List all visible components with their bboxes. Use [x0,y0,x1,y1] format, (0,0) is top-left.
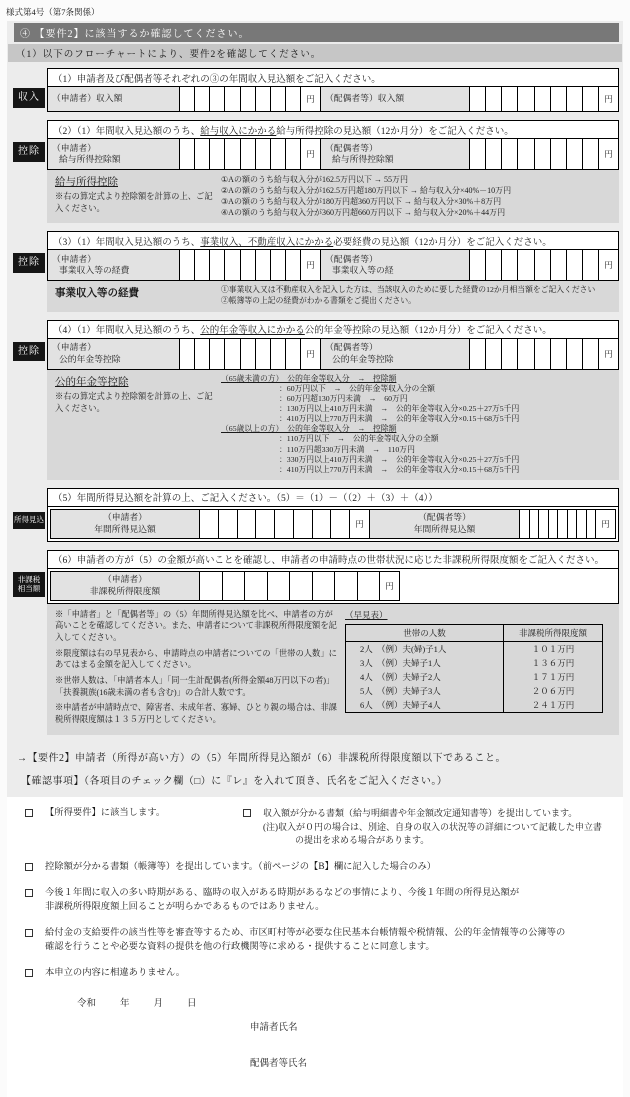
yen-unit: 円 [598,87,618,111]
date-line [25,995,609,1009]
checkbox-no-discrepancy[interactable] [25,969,33,977]
spouse-business-expense-input[interactable] [470,250,618,280]
digit-cell[interactable] [285,139,300,169]
digit-cell[interactable] [240,87,255,111]
pension-deduction-note-title: 公的年金等控除 [55,376,129,388]
digit-cell[interactable] [180,139,194,169]
table-row: 5人 （例）夫婦子3人 ２０６万円 [346,684,602,698]
digit-cell[interactable] [550,87,566,111]
digit-cell[interactable] [529,510,539,538]
note-paragraph: ※限度額は右の早見表から、申請時点の申請者についての「世帯の人数」にあてはまる金額を記入してください。 [55,648,337,670]
digit-cell[interactable] [550,250,566,280]
yen-unit: 円 [349,510,369,538]
yen-unit: 円 [379,572,399,600]
business-expense-note [47,281,619,312]
applicant-business-expense-label: （申請者） 事業収入等の経費 [48,250,180,280]
digit-cell[interactable] [240,250,255,280]
formula-line: ①Aの額のうち給与収入分が162.5万円以下 → 55万円 [221,175,408,184]
digit-cell[interactable] [334,572,357,600]
digit-cell[interactable] [582,87,598,111]
digit-cell[interactable] [255,139,270,169]
requirement2-conclusion: →【要件2】申請者（所得が高い方）の（5）年間所得見込額が（6）非課税所得限度額以下であること。 [17,753,506,765]
era-label: 令和 [77,998,97,1009]
formula-line: ④Aの額のうち給与収入分が360万円超660万円以下 → 給与収入分×20%＋44万円 [221,208,506,218]
digit-cell[interactable] [224,139,239,169]
digit-cell[interactable] [200,572,222,600]
nontaxable-notes [55,609,337,729]
yen-unit: 円 [598,339,618,369]
digit-cell[interactable] [274,510,293,538]
yen-unit: 円 [598,139,618,169]
income-documents-text [263,807,602,848]
digit-cell[interactable] [485,139,501,169]
side-label-nontaxable-line2: 相当額 [17,583,41,593]
digit-cell[interactable] [485,87,501,111]
note-paragraph: ※世帯人数は、「申請者本人」「同一生計配偶者(所得金額48万円以下の者)」「扶養親族(16歳未満の者も含む)」の合計人数です。 [55,675,335,697]
digit-cell[interactable] [209,87,224,111]
digit-cell[interactable] [222,572,245,600]
section-income [11,68,619,112]
salary-deduction-note-title: 給与所得控除 [55,177,118,188]
applicant-income-estimate-label: （申請者） 年間所得見込額 [50,509,200,539]
digit-cell[interactable] [293,510,312,538]
digit-cell[interactable] [567,510,577,538]
digit-cell[interactable] [517,139,533,169]
section6-header: （6）申請者の方が（5）の金額が高いことを確認し、申請者の申請時点の世帯状況に応じた非課税所得限度額をご記入ください。 [48,551,618,569]
digit-cell[interactable] [582,250,598,280]
side-label-income-estimate: 所得見込 [13,512,45,529]
income-documents-line: 収入額が分かる書類（給与明細書や年金額改定通知書等）を提出しています。 [263,808,578,819]
digit-cell[interactable] [285,250,300,280]
no-excess-income-text [45,887,519,914]
spouse-pension-deduction-label: （配偶者等） 公的年金等控除 [320,339,470,369]
digit-cell[interactable] [209,250,224,280]
digit-cell[interactable] [312,510,331,538]
checkbox-deduction-documents[interactable] [25,863,33,871]
digit-cell[interactable] [470,339,485,369]
checkbox-income-requirement[interactable] [25,809,33,817]
spouse-income-input[interactable] [470,87,618,111]
table-row: 6人 （例）夫婦子4人 ２４１万円 [346,698,602,712]
quick-col-limit: 非課税所得限度額 [518,627,587,638]
note-paragraph: ※申請者が申請時点で、障害者、未成年者、寡婦、ひとり親の場合は、非課税所得限度額は１３５万円としてください。 [55,703,337,724]
section4-header [48,321,618,339]
checkbox-no-excess-income[interactable] [25,889,33,897]
applicant-business-expense-input[interactable] [180,250,320,280]
side-label-deduction-2: 控除 [13,253,45,273]
business-expense-note-lines [221,285,613,307]
spouse-business-expense-label: （配偶者等） 事業収入等の経 [320,250,470,280]
side-label-deduction-3: 控除 [13,342,45,362]
digit-cell[interactable] [244,572,267,600]
pension-line: ：130万円以上410万円未満 → 公的年金等収入分×0.25＋27万5千円 [279,404,520,413]
digit-cell[interactable] [285,87,300,111]
digit-cell[interactable] [582,139,598,169]
digit-cell[interactable] [209,339,224,369]
digit-cell[interactable] [180,250,194,280]
digit-cell[interactable] [517,87,533,111]
pension-deduction-note [47,370,619,480]
side-label-nontaxable [13,572,45,597]
quick-col-household: 世帯の人数 [346,625,504,641]
section-nontaxable-limit [11,550,619,735]
note-paragraph: ※「申請者」と「配偶者等」の（5）年間所得見込額を比べ、申請者の方が高いことを確認してください。また、申請者について非課税所得限度額を記入してください。 [55,609,337,643]
applicant-pension-deduction-input[interactable] [180,339,320,369]
salary-deduction-note [47,170,619,223]
section2-header [48,121,618,139]
quick-table-header [346,625,602,642]
digit-cell[interactable] [557,510,567,538]
income-requirement-text: 【所得要件】に該当します。 [45,808,166,819]
section2-header-post: 給与所得控除の見込額（12か月分）をご記入ください。 [276,126,514,137]
applicant-nontaxable-limit-input[interactable] [200,571,400,601]
digit-cell[interactable] [255,339,270,369]
digit-cell[interactable] [209,139,224,169]
checkbox-consent-verification[interactable] [25,929,33,937]
digit-cell[interactable] [534,339,550,369]
side-label-income: 収入 [13,88,45,108]
note-line: ①事業収入又は不動産収入を記入した方は、当該収入のために要した経費の12か月相当額をご記入ください [221,285,596,295]
pension-line: ：110万円以下 → 公的年金等収入分の全額 [279,434,439,444]
digit-cell[interactable] [255,510,274,538]
checkbox-income-documents[interactable] [243,809,251,817]
digit-cell[interactable] [517,339,533,369]
yen-unit: 円 [300,87,320,111]
digit-cell[interactable] [566,139,582,169]
pension-line: ：410万円以上770万円未満 → 公的年金等収入分×0.15＋68万5千円 [279,464,520,474]
digit-cell[interactable] [270,339,285,369]
salary-deduction-formulas [221,174,613,218]
digit-cell[interactable] [237,510,256,538]
digit-cell[interactable] [240,339,255,369]
nontaxable-notes-area [47,604,619,735]
note-line: ②帳簿等の上記の経費がわかる書類をご提出ください。 [221,295,416,305]
digit-cell[interactable] [255,87,270,111]
section-pension-deduction [11,320,619,480]
applicant-nontaxable-limit-label: （申請者） 非課税所得限度額 [50,571,200,601]
pension-line: ：110万円超330万円未満 → 110万円 [279,444,415,454]
digit-cell[interactable] [501,339,517,369]
confirmation-box [7,797,623,1096]
pension-line: ：60万円超130万円未満 → 60万円 [279,393,408,403]
digit-cell[interactable] [517,250,533,280]
month-label: 月 [153,998,164,1009]
digit-cell[interactable] [534,250,550,280]
digit-cell[interactable] [582,339,598,369]
applicant-name-label: 申請者氏名 [250,1022,298,1033]
spouse-income-label: （配偶者等）収入額 [320,87,470,111]
digit-cell[interactable] [289,572,312,600]
digit-cell[interactable] [270,250,285,280]
side-label-deduction-1: 控除 [13,142,45,162]
digit-cell[interactable] [224,250,239,280]
digit-cell[interactable] [240,139,255,169]
digit-cell[interactable] [194,87,209,111]
pension-line: ：410万円以上770万円未満 → 公的年金等収入分×0.15＋68万5千円 [279,414,520,424]
confirmation-title: 【確認事項】（各項目のチェック欄（□）に『レ』を入れて頂き、氏名をご記入ください。） [21,776,448,788]
digit-cell[interactable] [270,87,285,111]
digit-cell[interactable] [285,339,300,369]
pension-deduction-formulas [221,374,613,475]
pension-deduction-note-sub: ※右の算定式より控除額を計算の上、ご記入ください。 [55,391,213,413]
digit-cell[interactable] [470,250,485,280]
digit-cell[interactable] [576,510,586,538]
digit-cell[interactable] [538,510,548,538]
digit-cell[interactable] [501,139,517,169]
digit-cell[interactable] [470,87,485,111]
applicant-income-estimate-input[interactable] [200,509,370,539]
consent-verification-line1: 給付金の支給要件の該当性等を審査等するため、市区町村等が必要な住民基本台帳情報や税情報、公的年金情報等の公簿等の [45,928,566,939]
digit-cell[interactable] [550,339,566,369]
form-content [7,21,623,797]
digit-cell[interactable] [194,250,209,280]
income-documents-note2: の提出を求める場合があります。 [295,835,430,846]
section3-header-post: 必要経費の見込額（12か月分）をご記入ください。 [333,237,552,248]
quick-table-caption: （早見表） [345,609,388,620]
section5-header: （5）年間所得見込額を計算の上、ご記入ください。（5）＝（1）－（（2）＋（3）＋（4）） [48,489,618,507]
digit-cell[interactable] [267,572,290,600]
section4-header-post: 公的年金等控除の見込額（12か月分）をご記入ください。 [304,326,552,337]
applicant-salary-deduction-label: （申請者） 給与所得控除額 [48,139,180,169]
side-label-nontaxable-line1: 非課税 [17,574,41,584]
digit-cell[interactable] [180,87,194,111]
spouse-name-label: 配偶者等氏名 [250,1058,308,1069]
section-business-expenses [11,231,619,312]
digit-cell[interactable] [501,87,517,111]
yen-unit: 円 [595,510,615,538]
digit-cell[interactable] [485,339,501,369]
digit-cell[interactable] [180,339,194,369]
section4-header-pre: （4）（1）年間収入見込額のうち、 [53,326,201,337]
flowchart-instruction: （1）以下のフローチャートにより、要件2を確認してください。 [8,44,622,62]
digit-cell[interactable] [586,510,596,538]
year-label: 年 [120,998,130,1009]
digit-cell[interactable] [194,339,209,369]
consent-verification-line2: 確認を行うことや必要な資料の提供を他の行政機関等に求める・提供することに同意します。 [45,941,435,952]
spouse-pension-deduction-input[interactable] [470,339,618,369]
spouse-income-estimate-label: （配偶者等） 年間所得見込額 [370,509,520,539]
form-number: 様式第4号（第7条関係） [6,7,100,17]
digit-cell[interactable] [566,250,582,280]
digit-cell[interactable] [520,510,529,538]
digit-cell[interactable] [470,139,485,169]
applicant-name-field[interactable] [25,1019,609,1033]
digit-cell[interactable] [357,572,380,600]
table-row: 3人 （例）夫婦子1人 １３６万円 [346,656,602,670]
digit-cell[interactable] [200,510,218,538]
digit-cell[interactable] [534,87,550,111]
formula-line: ③Aの額のうち給与収入分が180万円超360万円以下 → 給与収入分×30%＋8万円 [221,197,502,207]
no-discrepancy-text: 本申立の内容に相違ありません。 [45,968,186,979]
empty-cell [400,571,616,601]
digit-cell[interactable] [550,139,566,169]
day-label: 日 [187,998,197,1009]
digit-cell[interactable] [224,339,239,369]
yen-unit: 円 [300,250,320,280]
pension-line: ：330万円以上410万円未満 → 公的年金等収入分×0.25＋27万5千円 [279,454,520,464]
formula-line: ②Aの額のうち給与収入分が162.5万円超180万円以下 → 給与収入分×40%－10万円 [221,186,512,196]
yen-unit: 円 [300,139,320,169]
section2-header-underlined: 給与収入にかかる [200,126,277,137]
no-excess-income-line1: 今後１年間に収入の多い時期がある、臨時の収入がある時期があるなどの事情により、今後１年間の所得見込額が [45,888,520,899]
yen-unit: 円 [598,250,618,280]
requirement2-banner: ④ 【要件2】に該当するか確認してください。 [14,23,619,42]
applicant-salary-deduction-input[interactable] [180,139,320,169]
consent-verification-text [45,927,565,954]
digit-cell[interactable] [312,572,335,600]
pension-line: ：60万円以下 → 公的年金等収入分の全額 [279,383,435,393]
business-expense-note-title: 事業収入等の経費 [55,288,139,300]
section-salary-deduction [11,120,619,223]
applicant-income-label: （申請者）収入額 [48,87,180,111]
table-row: 4人 （例）夫婦子2人 １７１万円 [346,670,602,684]
table-row: 2人 （例）夫(婦)子1人 １０１万円 [346,642,602,656]
digit-cell[interactable] [194,139,209,169]
digit-cell[interactable] [218,510,237,538]
yen-unit: 円 [300,339,320,369]
digit-cell[interactable] [255,250,270,280]
digit-cell[interactable] [548,510,558,538]
applicant-pension-deduction-label: （申請者） 公的年金等控除 [48,339,180,369]
digit-cell[interactable] [501,250,517,280]
section3-header-pre: （3）（1）年間収入見込額のうち、 [53,237,201,248]
digit-cell[interactable] [224,87,239,111]
digit-cell[interactable] [566,87,582,111]
digit-cell[interactable] [330,510,349,538]
section2-header-pre: （2）（1）年間収入見込額のうち、 [53,126,201,137]
section4-header-underlined: 公的年金等収入にかかる [200,326,305,337]
spouse-salary-deduction-input[interactable] [470,139,618,169]
digit-cell[interactable] [534,139,550,169]
deduction-documents-text: 控除額が分かる書類（帳簿等）を提出しています。（前ページの【B】欄に記入した場合のみ） [45,861,437,872]
spouse-name-field[interactable] [25,1055,609,1069]
quick-reference-table [345,609,613,729]
no-excess-income-line2: 非課税所得限度額上回ることが明らかであるものではありません。 [45,901,325,912]
digit-cell[interactable] [485,250,501,280]
applicant-income-input[interactable] [180,87,320,111]
pension-under65-header: （65歳未満の方） 公的年金等収入分 → 控除額 [221,373,397,383]
section3-header [48,232,618,250]
spouse-salary-deduction-label: （配偶者等） 給与所得控除額 [320,139,470,169]
digit-cell[interactable] [566,339,582,369]
pension-over65-header: （65歳以上の方） 公的年金等収入分 → 控除額 [221,424,397,434]
section-income-estimate [11,488,619,542]
salary-deduction-note-sub: ※右の算定式より控除額を計算の上、ご記入ください。 [55,192,213,214]
section3-header-underlined: 事業収入、不動産収入にかかる [200,237,334,248]
income-documents-note1: (注)収入が０円の場合は、別途、自身の収入の状況等の詳細について記載した申立書 [263,821,602,832]
digit-cell[interactable] [270,139,285,169]
spouse-income-estimate-input[interactable] [520,509,616,539]
section1-header: （1）申請者及び配偶者等それぞれの③の年間収入見込額をご記入ください。 [48,69,618,87]
